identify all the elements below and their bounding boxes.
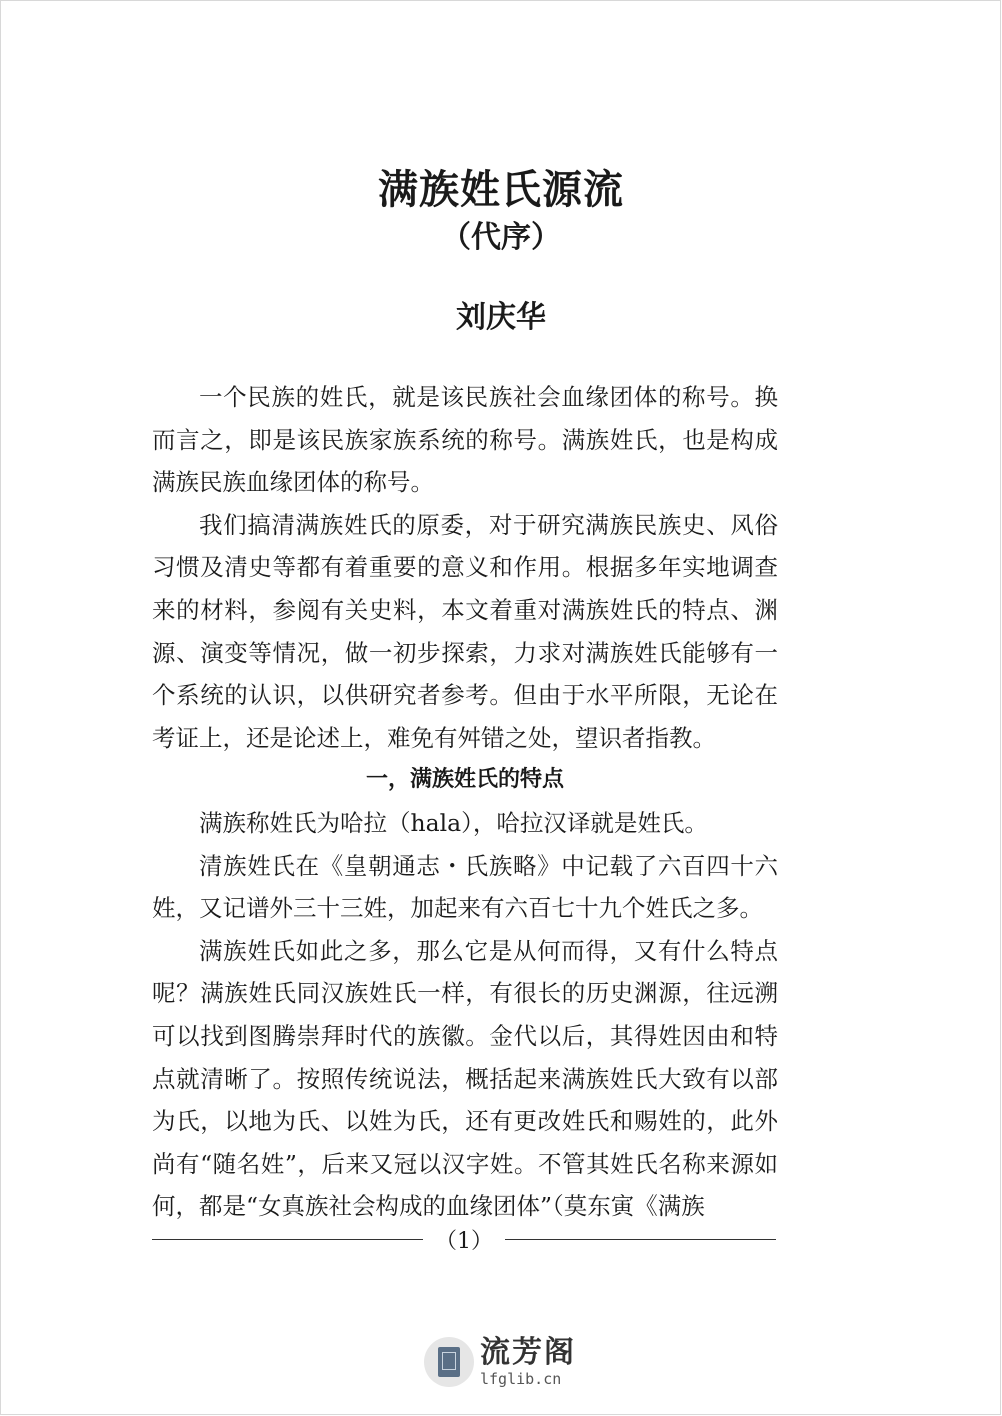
section-heading: 一，满族姓氏的特点 <box>365 767 564 793</box>
author-name: 刘庆华 <box>456 300 546 335</box>
footer-rule-left <box>152 1239 423 1240</box>
book-icon <box>424 1337 474 1387</box>
watermark-name: 流芳阁 <box>480 1334 576 1370</box>
page-number: （1） <box>435 1228 493 1254</box>
paragraph-origin: 满族姓氏如此之多，那么它是从何而得，又有什么特点呢？满族姓氏同汉族姓氏一样，有很长的历史渊源，往远溯可以找到图腾崇拜时代的族徽。金代以后，其得姓因由和特点就清晰了。按照传统说法，概括起来满族姓氏大致有以部为氏，以地为氏、以姓为氏，还有更改姓氏和赐姓的，此外尚有“随名姓”，后来又冠以汉字姓。不管其姓氏名称来源如何，都是“女真族社会构成的血缘团体”（莫东寅《满族 <box>152 936 778 1221</box>
page-footer <box>152 1224 776 1254</box>
body-text <box>152 376 778 1228</box>
watermark-url: lfglib.cn <box>480 1369 562 1388</box>
page-subtitle: （代序） <box>441 220 561 255</box>
watermark <box>424 1332 576 1392</box>
watermark-text <box>480 1334 576 1388</box>
paragraph-hala: 满族称姓氏为哈拉（hala），哈拉汉译就是姓氏。 <box>199 808 708 837</box>
paragraph-purpose: 我们搞清满族姓氏的原委，对于研究满族民族史、风俗习惯及清史等都有着重要的意义和作用。根据多年实地调查来的材料，参阅有关史料，本文着重对满族姓氏的特点、渊源、演变等情况，做一初步探索，力求对满族姓氏能够有一个系统的认识，以供研究者参考。但由于水平所限，无论在考证上，还是论述上，难免有舛错之处，望识者指教。 <box>152 510 778 752</box>
footer-rule-right <box>505 1239 776 1240</box>
paragraph-count: 清族姓氏在《皇朝通志・氏族略》中记载了六百四十六姓，又记谱外三十三姓，加起来有六百七十九个姓氏之多。 <box>152 851 778 923</box>
paragraph-intro: 一个民族的姓氏，就是该民族社会血缘团体的称号。换而言之，即是该民族家族系统的称号。满族姓氏，也是构成满族民族血缘团体的称号。 <box>152 383 778 497</box>
page-title: 满族姓氏源流 <box>378 167 624 213</box>
